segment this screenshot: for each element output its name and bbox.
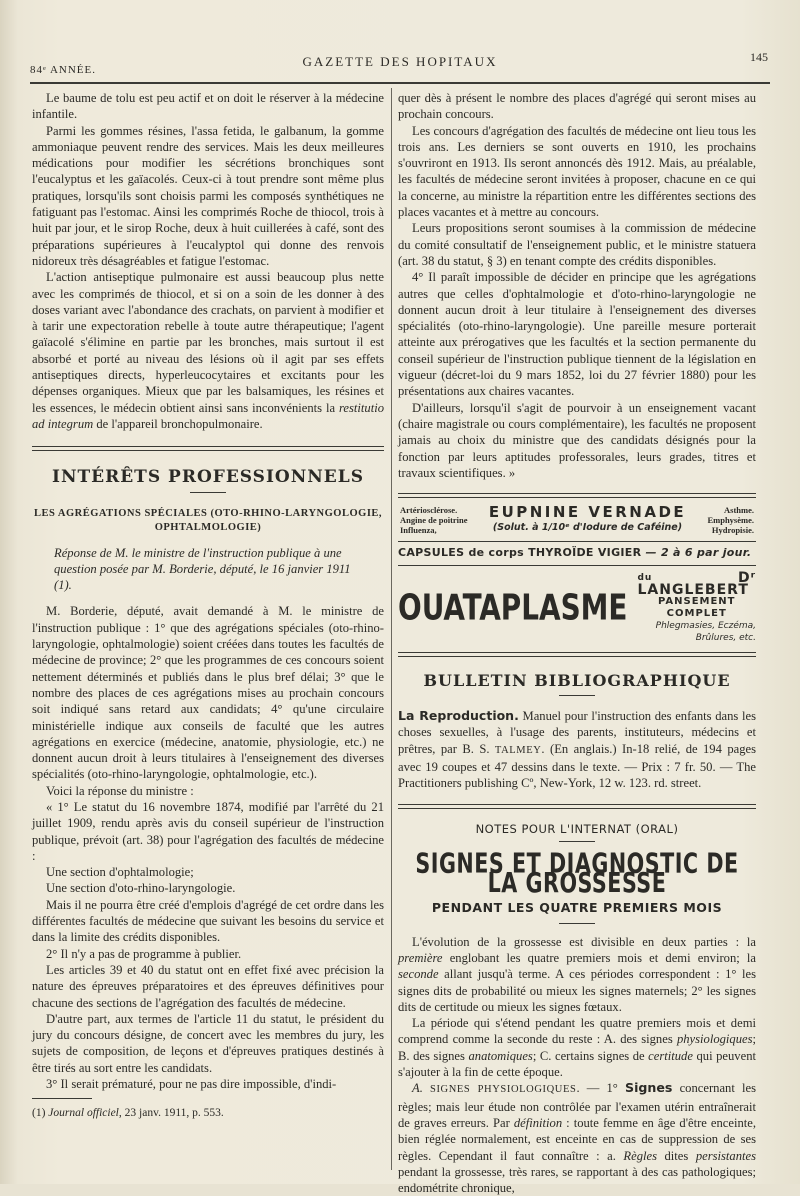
left-column bbox=[32, 90, 384, 1122]
section-title: INTÉRÊTS PROFESSIONNELS bbox=[52, 467, 364, 488]
paragraph: L'évolution de la grossesse est divisible en deux parties : la première englobant les quatre premiers mois et demi environ; la seconde allant jusqu'à terme. A ces périodes correspondent : 1° les signes dits de probabilité ou mieux les signes maternels; 2° les signes dits de certitude ou mieux les signes fœtaux. bbox=[398, 934, 756, 1014]
paragraph: D'ailleurs, lorsqu'il s'agit de pourvoir à un enseignement vacant (chaire magistrale ou cours complémentaire), les facultés ne proposent jamais au choix du ministre que des candidats désignés pour la fonction par leurs aptitudes professorales, leurs grades, titres et travaux scientifiques. » bbox=[398, 400, 756, 480]
bibliography-entry: La Reproduction. Manuel pour l'instruction des enfants dans les choses sexuelles, à l'usage des parents, instituteurs, médecins et prêtres, par B. S. TALMEY. (En anglais.) In-18 relié, de 194 pages avec 19 coupes et 47 dessins dans le texte. — Prix : 7 fr. 50. — The Practitioners publishing Cº, New-York, 12 w. 123. rd. street. bbox=[398, 708, 756, 791]
paragraph: Une section d'oto-rhino-laryngologie. bbox=[46, 881, 236, 896]
brand-name: EUPNINE VERNADE bbox=[488, 503, 687, 522]
advert-capsules: CAPSULES de corps THYROÏDE VIGIER — 2 à 6 par jour. bbox=[398, 546, 752, 560]
paragraph: L'action antiseptique pulmonaire est aussi beaucoup plus nette avec les comprimés de thiocol, et si on a soin de les donner à des doses variant avec l'abondance des crachats, on parvient à modifier et à tarir une expectoration rebelle à toute autre thérapeutique; l'agent gaïacolé s'élimine en partie par les bronches, mais surtout il est absorbé et porté au niveau des lésions où il agit par ses effets antiseptiques directs, hyperleucocytaires et excitants pour les dépenses organiques. Mieux que par les balsamiques, les résines et les essences, le médecin obtient ainsi sans inconvénients la restitutio ad integrum de l'appareil bronchopulmonaire. bbox=[32, 270, 384, 431]
paragraph: D'autre part, aux termes de l'article 11 du statut, le président du jury du concours désigne, de concert avec les membres du jury, les sujets de composition, de leçons et d'épreuves pratiques destinés à être tirés au sort entre les candidats. bbox=[32, 1011, 384, 1075]
paragraph: Leurs propositions seront soumises à la commission de médecine du comité consultatif de l'enseignement public, et le ministre statuera (art. 38 du statut, § 3) en tenant compte des crédits disponibles. bbox=[398, 221, 756, 268]
paragraph: Les concours d'agrégation des facultés de médecine ont lieu tous les trois ans. Les derniers se sont ouverts en 1910, les prochains s'ouvriront en 1913. Ils seront annoncés dès 1912. Mais, au préalable, les facultés de médecine seront invitées à proposer, chacune en ce qui la concerne, au ministre la répartition entre les différentes sections des places vacantes et à mettre au concours. bbox=[398, 123, 756, 220]
advert-ouataplasme: OUATAPLASME $^{du}$ Dʳ LANGLEBERT PANSEMENT COMPLET Phlegmasies, Eczéma, Brûlures, etc. bbox=[398, 569, 756, 643]
latin-term: restitutio ad integrum bbox=[32, 400, 384, 431]
page-header bbox=[30, 50, 770, 80]
paragraph: 4° Il paraît impossible de décider en principe que les agrégations autres que celles d'ophtalmologie et d'oto-rhino-laryngologie ne donnent aucun droit à leur titulaire à l'enseignement des diverses spécialités (oto-rhino-laryngologie). Une pareille mesure porterait atteinte aux prérogatives que les facultés et la section permanente du conseil supérieur de l'instruction publique tiennent de la législation en vigueur (décret-loi du 9 mars 1852, loi du 27 février 1880) pour les présentations aux chaires vacantes. bbox=[398, 270, 756, 399]
paragraph: Mais il ne pourra être créé d'emplois d'agrégé de cet ordre dans les différentes facultés de médecine que suivant les besoins du service et dans la limite des crédits disponibles. bbox=[32, 897, 384, 945]
paragraph: quer dès à présent le nombre des places d'agrégé qui seront mises au prochain concours. bbox=[398, 91, 756, 122]
footnote: (1) Journal officiel, 23 janv. 1911, p. 553. bbox=[32, 1107, 224, 1120]
article-title: SIGNES ET DIAGNOSTIC DE LA GROSSESSE bbox=[415, 848, 739, 900]
rubric-title: NOTES POUR L'INTERNAT (ORAL) bbox=[475, 821, 679, 836]
paragraph: M. Borderie, député, avait demandé à M. le ministre de l'instruction publique : 1° que des agrégations spéciales (oto-rhino-laryngologie, ophtalmologie) soient créées dans toutes les facultés de médecine de province; 2° que les programmes de ces concours soient nettement déterminés et publiés dans le plus bref délai; 3° que le nombre des places de ces agrégations mises au prochain concours soit indiqué sans retard aux candidats; 4° qu'une circulaire ministérielle indique aux conseils de faculté que les autres agrégations en exercice (médecine, anatomie, physiologie, etc.) ne donnent aucun droit à leurs titulaires à l'enseignement des diverses spécialités (oto-rhino-laryngologie, ophtalmologie, etc.). bbox=[32, 604, 384, 782]
page-number: 145 bbox=[750, 50, 768, 64]
paragraph: « 1° Le statut du 16 novembre 1874, modifié par l'arrêté du 21 juillet 1909, rendu après avis du conseil supérieur de l'instruction publique, prévoit (art. 38) pour l'agrégation des facultés de médecine : bbox=[32, 799, 384, 863]
paragraph: Le baume de tolu est peu actif et on doit le réserver à la médecine infantile. bbox=[32, 91, 384, 122]
article-subtitle: PENDANT LES QUATRE PREMIERS MOIS bbox=[431, 900, 723, 916]
paragraph: Voici la réponse du ministre : bbox=[46, 783, 194, 798]
paragraph: 2° Il n'y a pas de programme à publier. bbox=[46, 946, 242, 961]
volume-year: 84ᵉ ANNÉE. bbox=[30, 64, 96, 76]
article-title: LES AGRÉGATIONS SPÉCIALES (OTO-RHINO-LARYNGOLOGIE, OPHTALMOLOGIE) bbox=[33, 507, 383, 533]
paragraph: Les articles 39 et 40 du statut ont en effet fixé avec précision la nature des épreuves préparatoires et des épreuves définitives pour chacune des sections de l'agrégation des facultés de médecine. bbox=[32, 962, 384, 1010]
paragraph: Parmi les gommes résines, l'assa fetida, le galbanum, la gomme ammoniaque peuvent rendre des services. Mais les deux meilleures médications pour modifier les sécrétions bronchiques sont l'eucalyptus et les gaïacolés. Ceux-ci à tout prendre sont même plus pratiques, lorsqu'ils sont choisis parmi les composés synthétiques ne fatiguant pas l'estomac. Ainsi les comprimés Roche de thiocol, trois à huit par jour, et le sirop Roche, deux à huit cuillerées à café, sont des préparations supérieures à l'eucalyptol qui donne des renvois nidoreux très désagréables et fatigue l'estomac. bbox=[32, 123, 384, 268]
brand-name: OUATAPLASME bbox=[398, 586, 628, 629]
advert-eupnine: Artériosclérose. Angine de poitrine Influenza, EUPNINE VERNADE (Solut. à 1/10ᵉ d'Iodure de Caféine) Asthme. Emphysème. Hydropisie. bbox=[400, 503, 754, 536]
column-divider bbox=[391, 88, 392, 1170]
header-rule bbox=[30, 82, 770, 84]
right-column bbox=[398, 90, 756, 1196]
paragraph: 3° Il serait prématuré, pour ne pas dire impossible, d'indi- bbox=[46, 1077, 337, 1092]
journal-title: GAZETTE DES HOPITAUX bbox=[302, 54, 498, 69]
paragraph: A. SIGNES PHYSIOLOGIQUES. — 1° Signes concernant les règles; mais leur étude non contrôlée par l'examen utérin entraînerait de graves erreurs. Par définition : toute femme en âge d'être enceinte, bien réglée normalement, est enceinte en cas de suppression de ses règles. Cependant il faut connaître : a. Règles dites persistantes pendant la grossesse, très rares, se rapportant à des cas pathologiques; endométrite chronique, bbox=[398, 1080, 756, 1196]
paragraph: La période qui s'étend pendant les quatre premiers mois et demi comprend comme la seconde du reste : A. des signes physiologiques; B. des signes anatomiques; C. certains signes de certitude qui peuvent s'ajouter à la fin de cette époque. bbox=[398, 1016, 756, 1080]
article-subtitle: Réponse de M. le ministre de l'instruction publique à une question posée par M. Borderie, député, le 16 janvier 1911 (1). bbox=[54, 545, 351, 593]
section-title: BULLETIN BIBLIOGRAPHIQUE bbox=[423, 670, 731, 690]
paragraph: Une section d'ophtalmologie; bbox=[46, 865, 194, 880]
